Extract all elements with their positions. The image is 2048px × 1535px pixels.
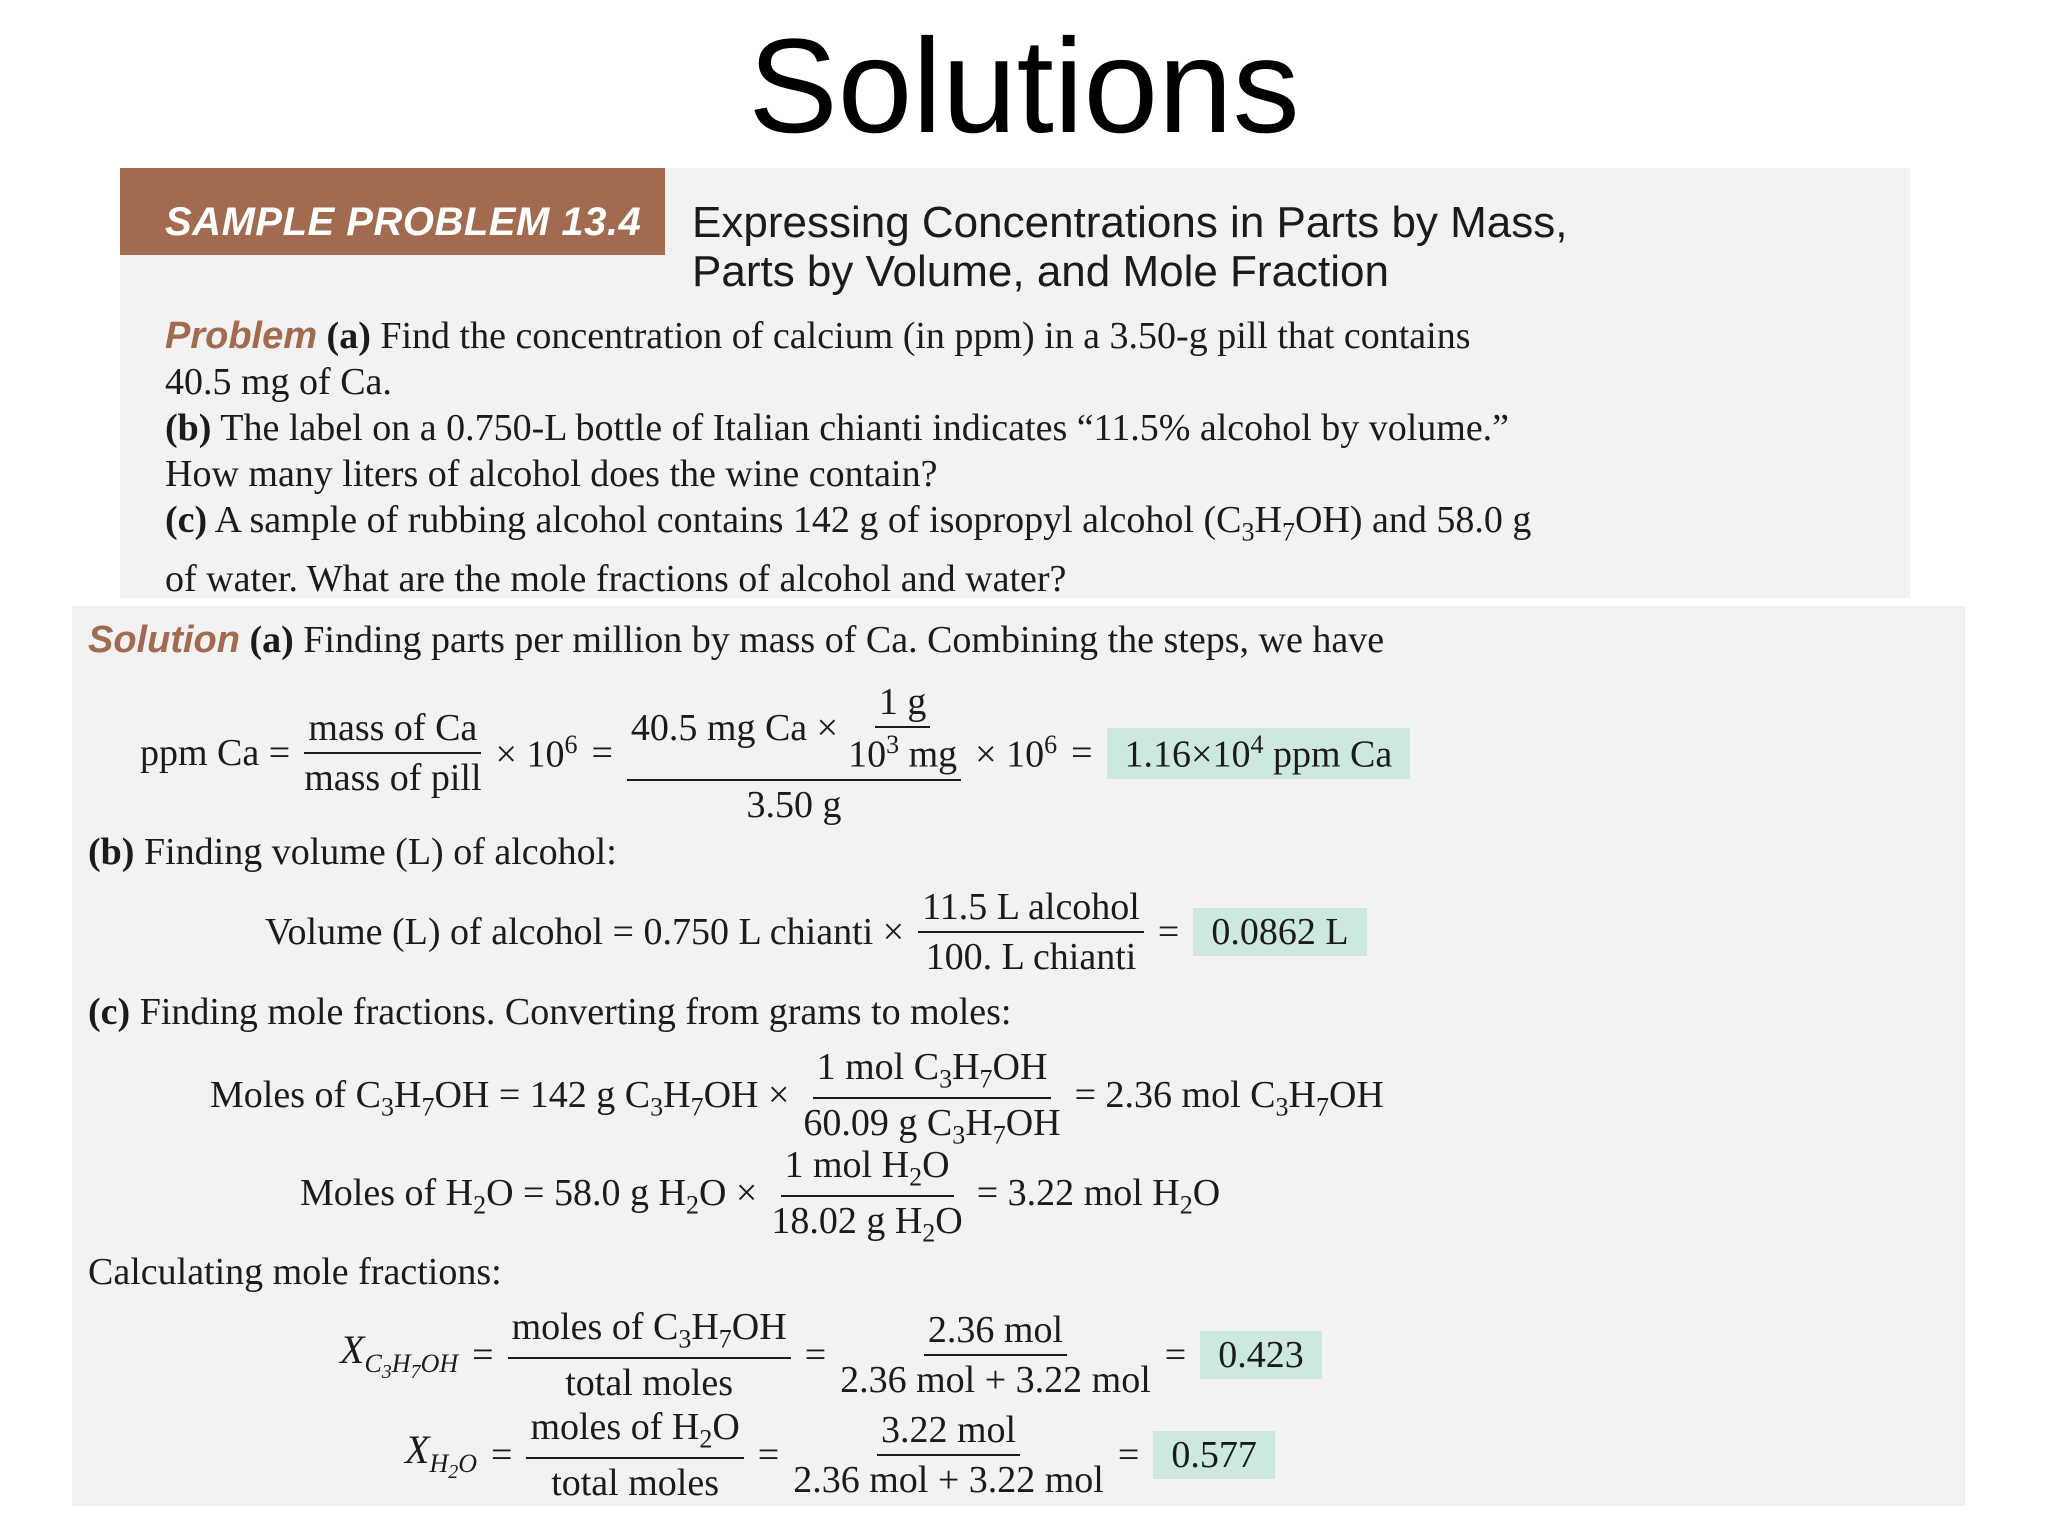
- problem-c-text-b: and 58.0 g: [1371, 499, 1532, 541]
- problem-heading-line2: Parts by Volume, and Mole Fraction: [692, 247, 1389, 296]
- solution-b-line: (b) Finding volume (L) of alcohol:: [88, 831, 617, 873]
- ppm-ratio-den: mass of pill: [304, 757, 482, 800]
- solution-label: Solution: [88, 619, 240, 661]
- problem-text: Problem (a) Find the concentration of calcium (in ppm) in a 3.50-g pill that contains 40.5 mg of Ca. (b) The label on a 0.750-L bottle of Italian chianti indicates “11.5% alcohol by volume.” How many liters of alcohol does the wine contain? (c) A sample of rubbing alcohol contains 142 g of isopropyl alcohol $(C_3H_7OH)$ and 58.0 g of water. What are the mole fractions of alcohol and water?: [165, 313, 1865, 602]
- problem-b-text-cont: How many liters of alcohol does the wine contain?: [165, 453, 938, 495]
- problem-a-tag: (a): [326, 315, 371, 357]
- problem-c-text-cont: of water. What are the mole fractions of alcohol and water?: [165, 557, 1067, 600]
- calc-fractions-line: Calculating mole fractions:: [88, 1251, 502, 1293]
- problem-c-text: A sample of rubbing alcohol contains 142 g of isopropyl alcohol (C: [214, 499, 1242, 541]
- problem-a-text: Find the concentration of calcium (in ppm) in a 3.50-g pill that contains: [380, 315, 1471, 357]
- solution-a-tag: (a): [249, 619, 294, 661]
- problem-a-text-cont: 40.5 mg of Ca.: [165, 361, 392, 403]
- problem-b-text: The label on a 0.750-L bottle of Italian chianti indicates “11.5% alcohol by volume.”: [220, 407, 1510, 449]
- ppm-ratio-num: mass of Ca: [304, 706, 481, 754]
- equals-sign: =: [591, 732, 613, 775]
- isopropanol-molar-mass-factor: $\frac{1 mol C_3H_7OH}{60.09 g C_3H_7OH}$: [803, 1046, 1061, 1150]
- solution-b-text: Finding volume (L) of alcohol:: [143, 831, 617, 873]
- badge-text: SAMPLE PROBLEM 13.4: [165, 200, 642, 244]
- answer-x-water: 0.577: [1153, 1431, 1275, 1479]
- slide-title: Solutions: [748, 12, 1300, 161]
- solution-a-text: Finding parts per million by mass of Ca. Combining the steps, we have: [303, 619, 1385, 661]
- sample-problem-badge: [120, 168, 665, 255]
- problem-b-tag: (b): [165, 407, 212, 449]
- problem-c-tag: (c): [165, 499, 208, 541]
- water-molar-mass-factor: $\frac{1 mol H_2O}{18.02 g H_2O}$: [771, 1144, 963, 1248]
- answer-x-isopropanol: 0.423: [1200, 1331, 1322, 1379]
- solution-a-line: [88, 618, 1384, 662]
- ppm-lhs: ppm Ca =: [140, 732, 291, 775]
- ppm-ratio: [304, 706, 481, 800]
- moles-isopropanol-equation: Moles of $C_3H_7OH = 142$ g $C_3H_7OH$ × $\frac{1 mol C_3H_7OH}{60.09 g C_3H_7OH}$ = 2.36 mol $C_3H_7OH$: [210, 1046, 1384, 1150]
- pill-mass: 3.50 g: [746, 783, 842, 826]
- volume-lhs: Volume (L) of alcohol = 0.750 L chianti ×: [265, 911, 905, 953]
- mole-fraction-water: $X_{H_2O}$ = $\frac{moles of H_2O}{\text{total moles}}$ = $\frac{\text{3.22 mol}}{\text{2.36 mol + 3.22 mol}}$ = 0.577: [405, 1405, 1289, 1505]
- problem-heading-line1: Expressing Concentrations in Parts by Mass,: [692, 198, 1568, 247]
- solution-c-line: (c) Finding mole fractions. Converting from grams to moles:: [88, 991, 1012, 1033]
- volume-equation: Volume (L) of alcohol = 0.750 L chianti × $\frac{\text{11.5 L alcohol}}{\text{100. L chianti}}$ = 0.0862 L: [265, 885, 1381, 979]
- ca-mass: 40.5 mg Ca ×: [630, 707, 839, 750]
- ppm-equation: ppm Ca = $\frac{\text{mass of Ca}}{\text{mass of pill}}$ × $10^6$ = 40.5 mg Ca × $\frac{1 g}{10^3 mg}$ 3.50 g × $10^6$ = $1.16\times 10^4$ ppm Ca: [140, 680, 1424, 827]
- answer-b: 0.0862 L: [1193, 908, 1366, 956]
- answer-a: $1.16\times 10^4$ ppm Ca: [1107, 728, 1411, 779]
- mole-fraction-isopropanol: $X_{C_3H_7OH}$ = $\frac{moles of C_3H_7OH}{\text{total moles}}$ = $\frac{\text{2.36 mol}}{\text{2.36 mol + 3.22 mol}}$ = 0.423: [340, 1305, 1336, 1405]
- volume-ratio: $\frac{\text{11.5 L alcohol}}{\text{100. L chianti}}$: [918, 885, 1144, 979]
- mg-to-g-factor: $\frac{1 g}{10^3 mg}$: [848, 681, 958, 776]
- problem-label: Problem: [165, 315, 318, 357]
- solution-c-text: Finding mole fractions. Converting from grams to moles:: [139, 991, 1012, 1033]
- moles-water-equation: Moles of $H_2O = 58.0$ g $H_2O$ × $\frac{1 mol H_2O}{18.02 g H_2O}$ = 3.22 mol $H_2O$: [300, 1144, 1221, 1248]
- ppm-compound-fraction: [627, 680, 961, 827]
- times-1e6: × 10: [495, 733, 565, 776]
